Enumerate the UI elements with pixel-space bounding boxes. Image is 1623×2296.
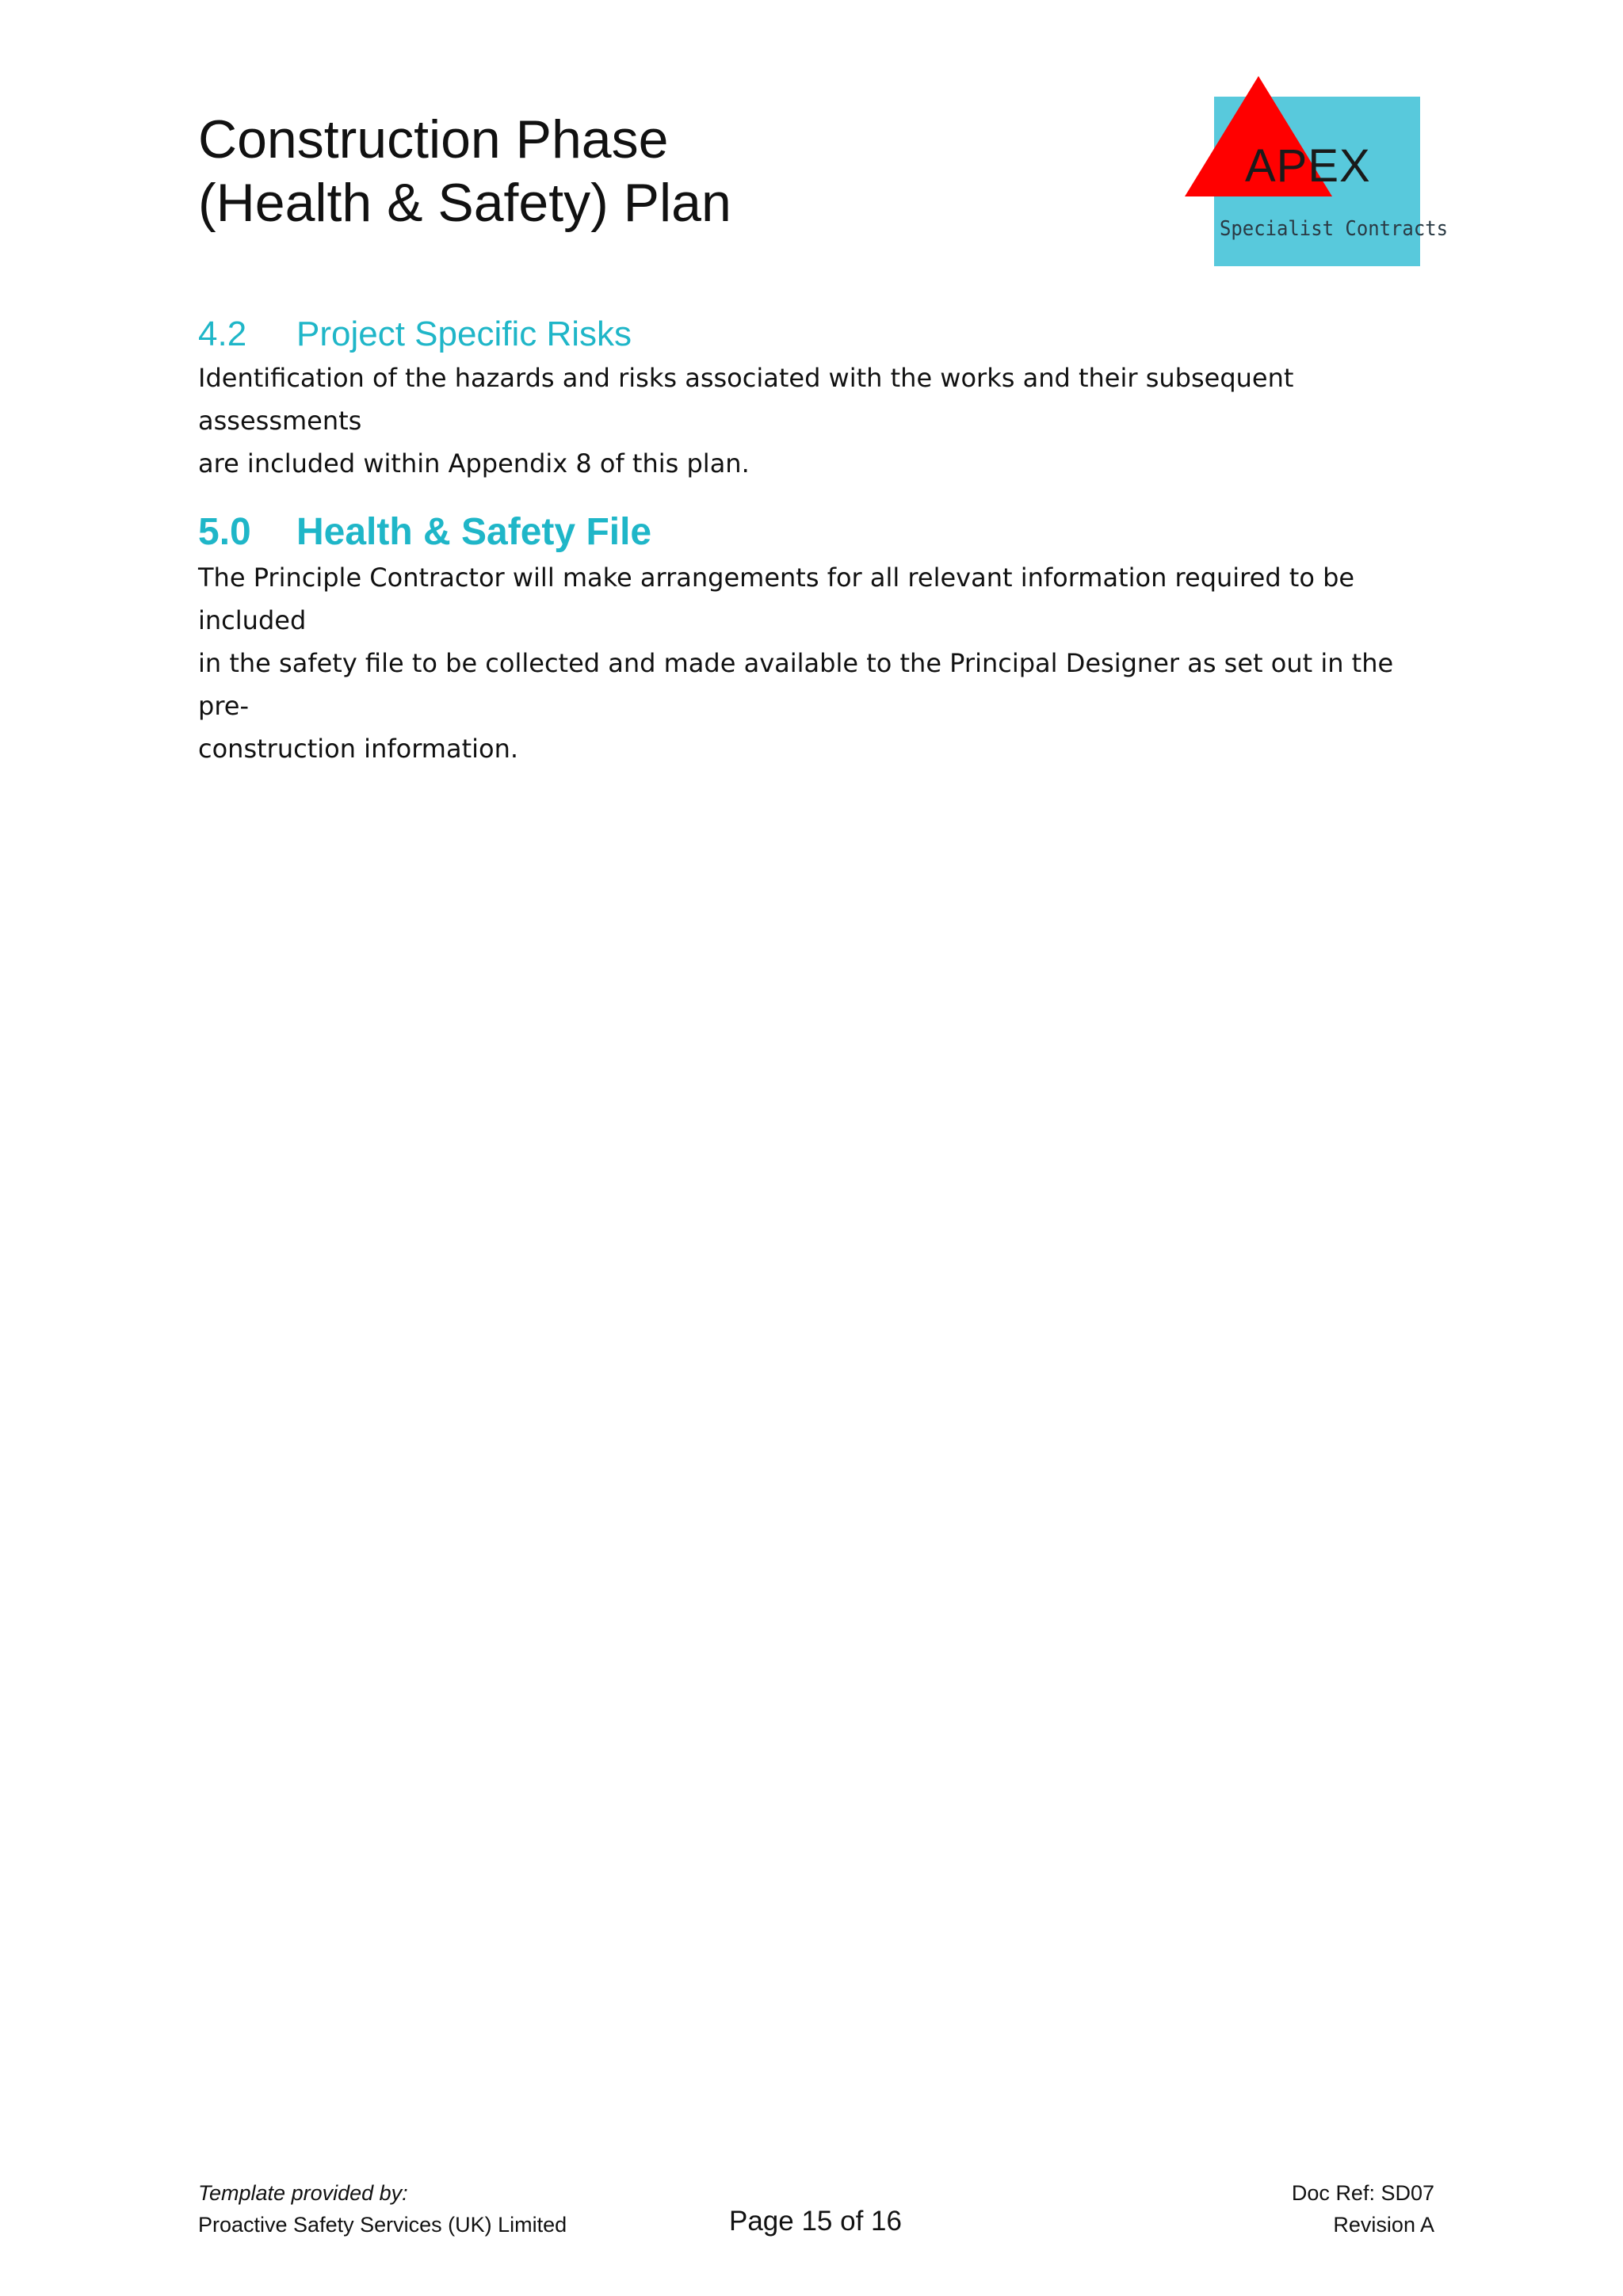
page-title-line-2: (Health & Safety) Plan — [198, 173, 731, 233]
logo-wordmark: APEX — [1245, 140, 1371, 192]
section-number: 4.2 — [198, 315, 247, 353]
footer-template-label: Template provided by: — [198, 2181, 408, 2205]
section-title: Project Specific Risks — [296, 315, 632, 353]
section-heading — [198, 510, 1442, 555]
body-line: The Principle Contractor will make arrangements for all relevant information required to be included — [198, 563, 1355, 635]
section-number: 5.0 — [198, 511, 251, 553]
company-logo — [1185, 76, 1449, 266]
body-line: Identification of the hazards and risks associated with the works and their subsequent assessments — [198, 363, 1294, 436]
page-footer — [198, 2177, 1434, 2248]
revision: Revision A — [1333, 2213, 1434, 2237]
body-line: in the safety file to be collected and made available to the Principal Designer as set out in the pre- — [198, 648, 1394, 721]
doc-ref: Doc Ref: SD07 — [1291, 2181, 1434, 2205]
section-heading — [198, 314, 1442, 355]
page-number: Page 15 of 16 — [729, 2206, 902, 2237]
body-line: construction information. — [198, 734, 519, 764]
logo-subtitle: Specialist Contracts — [1220, 217, 1449, 241]
section-body — [198, 357, 1442, 485]
page-title-line-1: Construction Phase — [198, 109, 669, 170]
section-health-safety-file — [198, 510, 1442, 770]
body-line: are included within Appendix 8 of this plan. — [198, 448, 750, 479]
section-title: Health & Safety File — [296, 511, 652, 553]
page-title — [198, 108, 731, 235]
footer-doc-info — [1292, 2177, 1434, 2241]
footer-provider-name: Proactive Safety Services (UK) Limited — [198, 2213, 567, 2237]
section-project-specific-risks — [198, 314, 1442, 485]
footer-provider — [198, 2177, 567, 2241]
section-body — [198, 556, 1442, 770]
